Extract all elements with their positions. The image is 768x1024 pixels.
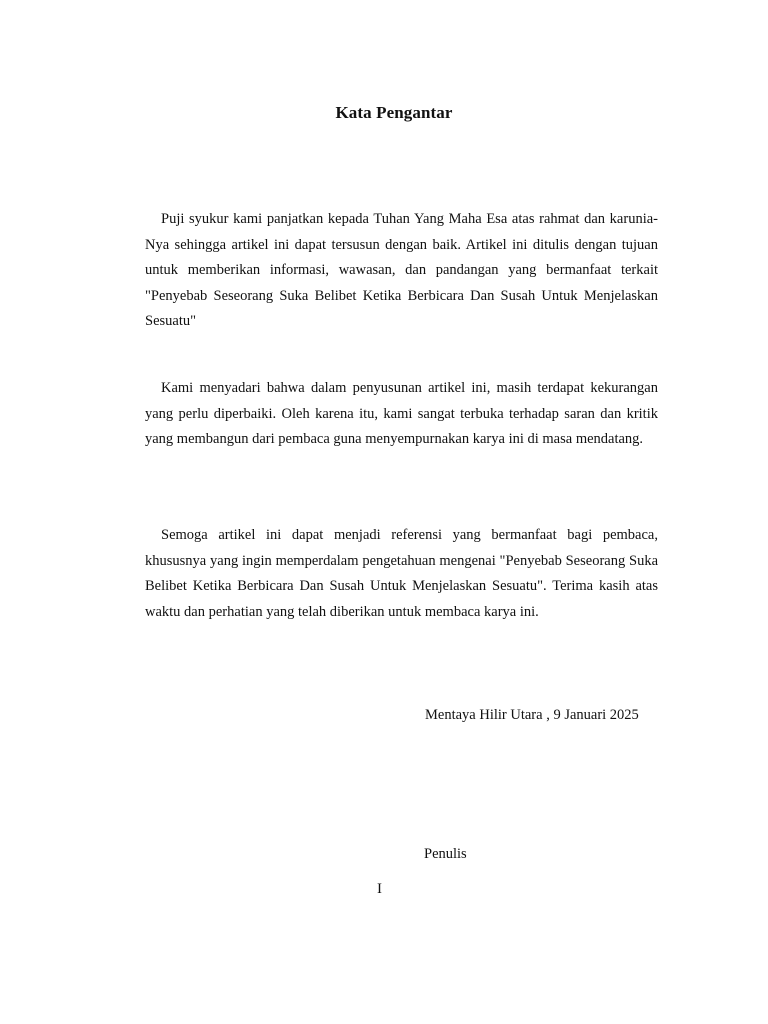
place-and-date: Mentaya Hilir Utara , 9 Januari 2025 [425, 707, 639, 723]
paragraph-acknowledgement: Kami menyadari bahwa dalam penyusunan artikel ini, masih terdapat kekurangan yang perlu diperbaiki. Oleh karena itu, kami sangat terbuka terhadap saran dan kritik yang membangun dari pembaca guna menyempurnakan karya ini di masa mendatang. [145, 380, 658, 447]
page-number: I [377, 881, 382, 897]
signer-label: Penulis [424, 846, 467, 862]
page-title: Kata Pengantar [335, 103, 453, 122]
paragraph-opening: Puji syukur kami panjatkan kepada Tuhan Yang Maha Esa atas rahmat dan karunia-Nya sehingga artikel ini dapat tersusun dengan baik. Artikel ini ditulis dengan tujuan untuk memberikan informasi, wawasan, dan pandangan yang bermanfaat terkait "Penyebab Seseorang Suka Belibet Ketika Berbicara Dan Susah Untuk Menjelaskan Sesuatu" [145, 211, 658, 329]
paragraph-closing: Semoga artikel ini dapat menjadi referensi yang bermanfaat bagi pembaca, khususnya yang ingin memperdalam pengetahuan mengenai "Penyebab Seseorang Suka Belibet Ketika Berbicara Dan Susah Untuk Menjelaskan Sesuatu". Terima kasih atas waktu dan perhatian yang telah diberikan untuk membaca karya ini. [145, 527, 658, 620]
